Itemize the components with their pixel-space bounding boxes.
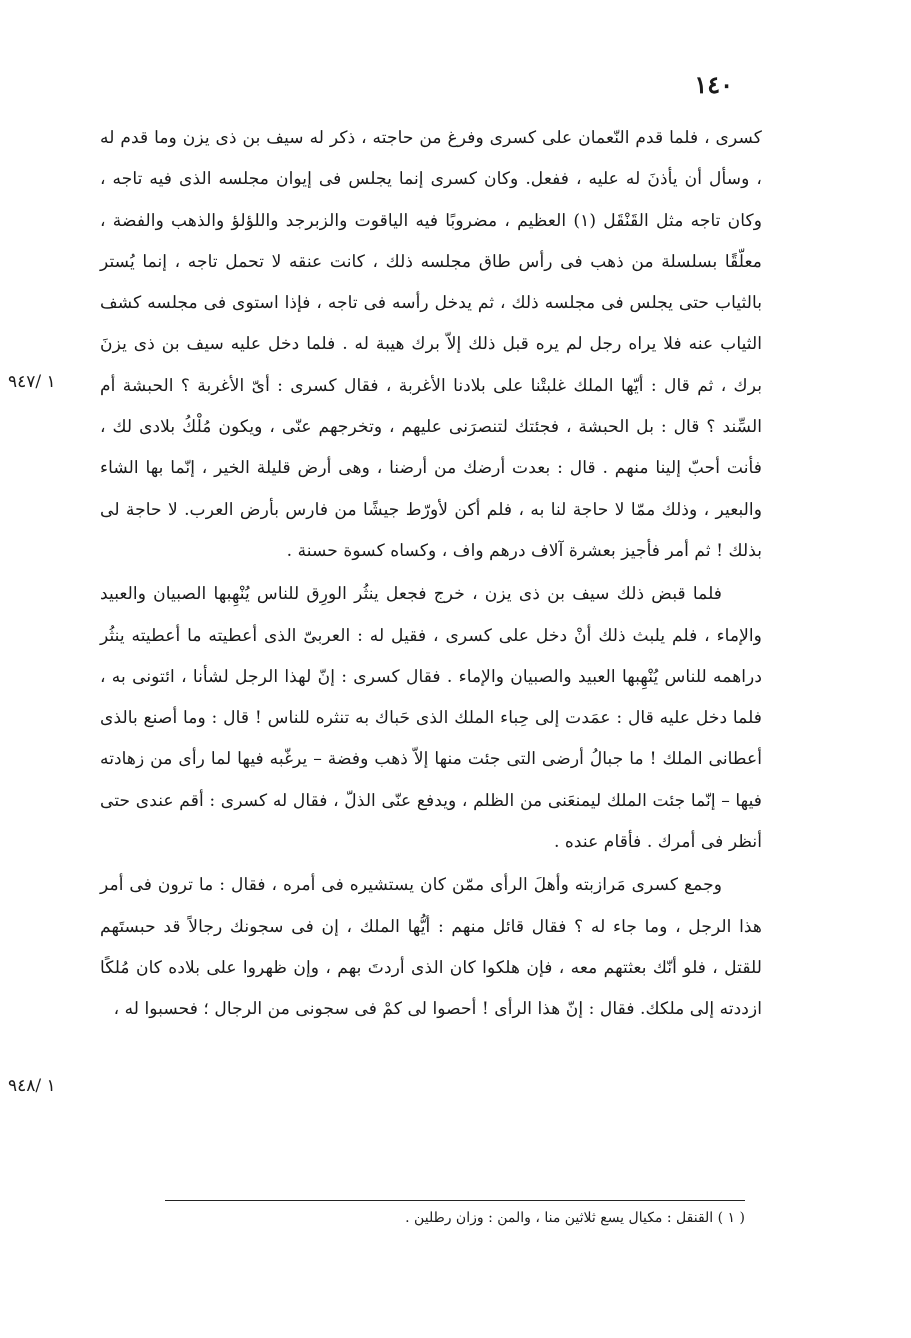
- margin-reference-1: ١ /٩٤٧: [8, 372, 56, 392]
- main-text: [100, 118, 762, 1031]
- paragraph-2: فلما قبض ذلك سيف بن ذى يزن ، خرج فجعل ينثُر الورِق للناس يُنْهِبها الصبيان والعبيد والإماء ، فلم يلبث ذلك أنْ دخل على كسرى ، فقيل له : العربىّ الذى أعطيته ما أعطيته ينثُر دراهمه للناس يُنْهِبها العبيد والصبيان والإماء . فقال كسرى : إنّ لهذا الرجل لشأنا ، ائتونى به ، فلما دخل عليه قال : عمَدت إلى حِباء الملك الذى حَباك به تنثره للناس ! قال : وما أصنع بالذى أعطانى الملك ! ما جبالُ أرضى التى جئت منها إلاّ ذهب وفضة – يرغّبه فيها لما رأى من زهادته فيها – إنّما جئت الملك ليمنعَنى من الظلم ، ويدفع عنّى الذلّ ، فقال له كسرى : أقم عندى حتى أنظر فى أمرك . فأقام عنده .: [100, 584, 762, 853]
- margin-reference-2: ١ /٩٤٨: [8, 1076, 56, 1096]
- paragraph-3: وجمع كسرى مَرازبته وأهلَ الرأى ممّن كان يستشيره فى أمره ، فقال : ما ترون فى أمر هذا الرجل ، وما جاء له ؟ فقال قائل منهم : أيُّها الملك ، إن فى سجونك رجالاً قد حبستَهم للقتل ، فلو أنّك بعثتهم معه ، فإن هلكوا كان الذى أردتَ بهم ، وإن ظهروا على بلاده كان مُلكًا ازددته إلى ملكك. فقال : إنّ هذا الرأى ! أحصوا لى كمْ فى سجونى من الرجال ؛ فحسبوا له ،: [100, 875, 762, 1020]
- footnote: ( ١ ) القنقل : مكيال يسع ثلاثين منا ، والمن : وزان رطلين .: [405, 1210, 745, 1226]
- page-number: ١٤٠: [694, 70, 733, 99]
- paragraph-1: كسرى ، فلما قدم النّعمان على كسرى وفرغ من حاجته ، ذكر له سيف بن ذى يزن وما قدم له ، وسأل أن يأذنَ له عليه ، ففعل. وكان كسرى إنما يجلس فى إيوان مجلسه الذى فيه تاجه ، وكان تاجه مثل القَنْقَل (١) العظيم ، مضروبًا فيه الياقوت والزبرجد واللؤلؤ والذهب والفضة ، معلّقًا بسلسلة من ذهب فى رأس طاق مجلسه ذلك ، كانت عنقه لا تحمل تاجه ، إنما يُستر بالثياب حتى يجلس فى مجلسه ذلك ، ثم يدخل رأسه فى تاجه ، فإذا استوى فى مجلسه كشف الثياب عنه فلا يراه رجل لم يره قبل ذلك إلاّ برك هيبة له . فلما دخل عليه سيف بن ذى يزنَ برك ، ثم قال : أيّها الملك غلبتْنا على بلادنا الأغربة ، فقال كسرى : أىّ الأغربة ؟ الحبشة أم السِّند ؟ قال : بل الحبشة ، فجئتك لتنصرَنى عليهم ، وتخرجهم عنّى ، ويكون مُلْكُ بلادى لك ، فأنت أحبّ إلينا منهم . قال : بعدت أرضك من أرضنا ، وهى أرض قليلة الخير ، إنّما بها الشاء والبعير ، وذلك ممّا لا حاجة لنا به ، فلم أكن لأورّط جيشًا من فارس بأرض العرب. لا حاجة لى بذلك ! ثم أمر فأجيز بعشرة آلاف درهم واف ، وكساه كسوة حسنة .: [100, 128, 762, 561]
- footnote-divider: [165, 1200, 745, 1201]
